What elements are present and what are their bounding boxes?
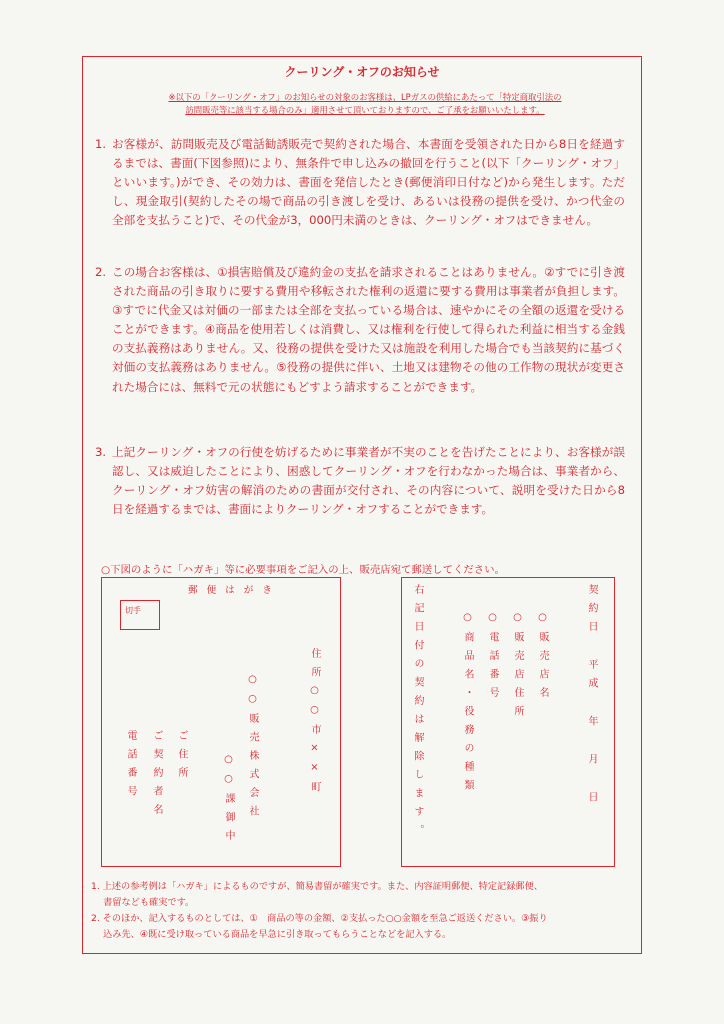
recipient-company: ○○販売株式会社	[247, 674, 258, 824]
cancellation-notice-example	[401, 577, 615, 867]
shop-name-item: ○販売店名	[537, 612, 548, 706]
paragraph-number: 1.	[95, 137, 107, 151]
contract-date-line: 契約日 平成 年 月 日	[586, 584, 597, 810]
paragraph-number: 3.	[95, 445, 107, 459]
note-line-1: ※以下の「クーリング・オフ」のお知らせの対象のお客様は、LPガスの供給にあたって「特定商取引法の	[168, 92, 562, 102]
footnote-line: 1. 上述の参考例は「ハガキ」によるものですが、簡易書留が確実です。また、内容証明郵便、特定記録郵便、	[91, 881, 543, 892]
footnotes	[91, 879, 635, 943]
postcard-example	[101, 577, 341, 867]
sender-name-label: ご契約者名	[151, 730, 162, 823]
footnote-line: 込み先、④既に受け取っている商品を早急に引き取ってもらうことなどを記入する。	[91, 929, 452, 940]
sender-address-label: ご住所	[176, 730, 187, 786]
cancellation-statement: 右記日付の契約は解除します。	[412, 584, 423, 843]
sender-phone-label: 電話番号	[125, 730, 136, 804]
paragraph-2	[95, 263, 625, 397]
note-line-2: 訪問販売等に該当する場合のみ」適用させて頂いておりますので、ご了承をお願いいたします。	[185, 105, 545, 115]
page-title: クーリング・オフのお知らせ	[284, 65, 440, 79]
product-service-item: ○商品名・役務の種類	[462, 612, 473, 798]
recipient-department: ○○課御中	[223, 754, 234, 849]
footnote-line: 書留なども確実です。	[91, 897, 195, 908]
paragraph-1	[95, 135, 625, 230]
postcard-header: 郵便はがき	[188, 585, 281, 596]
phone-number-item: ○電話番号	[487, 612, 498, 706]
stamp-box	[120, 600, 160, 630]
shop-address-item: ○販売店住所	[512, 612, 523, 724]
paragraph-text: お客様が、訪問販売及び電話勧誘販売で契約された場合、本書面を受領された日から8日を経過するまでは、書面(下図参照)により、無条件で申し込みの撤回を行うこと(以下「クーリング・オフ」といいます。)ができ、その効力は、書面を発信したとき(郵便消印日付など)から発生します。ただし、現金取引(契約したその場で商品の引き渡しを受け、あるいは役務の提供を受け、かつ代金の全部を支払うこと)で、その代金が3，000円未満のときは、クーリング・オフはできません。	[112, 137, 625, 228]
paragraph-number: 2.	[95, 265, 107, 279]
mailing-instruction: ○下図のように「ハガキ」等に必要事項をご記入の上、販売店宛て郵送してください。	[101, 564, 505, 576]
paragraph-text: この場合お客様は、①損害賠償及び違約金の支払を請求されることはありません。②すでに引き渡された商品の引き取りに要する費用や移転された権利の返還に要する費用は事業者が負担します。③すでに代金又は対価の一部または全部を支払っている場合は、速やかにその全額の返還を受けることができます。④商品を使用若しくは消費し、又は権利を行使して得られた利益に相当する金銭の支払義務はありません。又、役務の提供を受けた又は施設を利用した場合でも当該契約に基づく対価の支払義務はありません。⑤役務の提供に伴い、土地又は建物その他の工作物の現状が変更された場合には、無料で元の状態にもどすよう請求することができます。	[112, 265, 625, 394]
applicability-note	[119, 91, 611, 117]
paragraph-3	[95, 443, 625, 519]
paragraph-text: 上記クーリング・オフの行使を妨げるために事業者が不実のことを告げたことにより、お客様が誤認し、又は威迫したことにより、困惑してクーリング・オフを行わなかった場合は、事業者から、クーリング・オフ妨害の解消のための書面が交付され、その内容について、説明を受けた日から8日を経過するまでは、書面によりクーリング・オフすることができます。	[112, 445, 625, 517]
cooling-off-notice-sheet	[82, 56, 642, 954]
stamp-label: 切手	[125, 606, 141, 615]
footnote-line: 2. そのほか、記入するものとしては、① 商品の等の金額、②支払った○○金額を至急ご返送ください。③振り	[91, 913, 548, 924]
recipient-address: 住所○○市××町	[309, 648, 320, 800]
